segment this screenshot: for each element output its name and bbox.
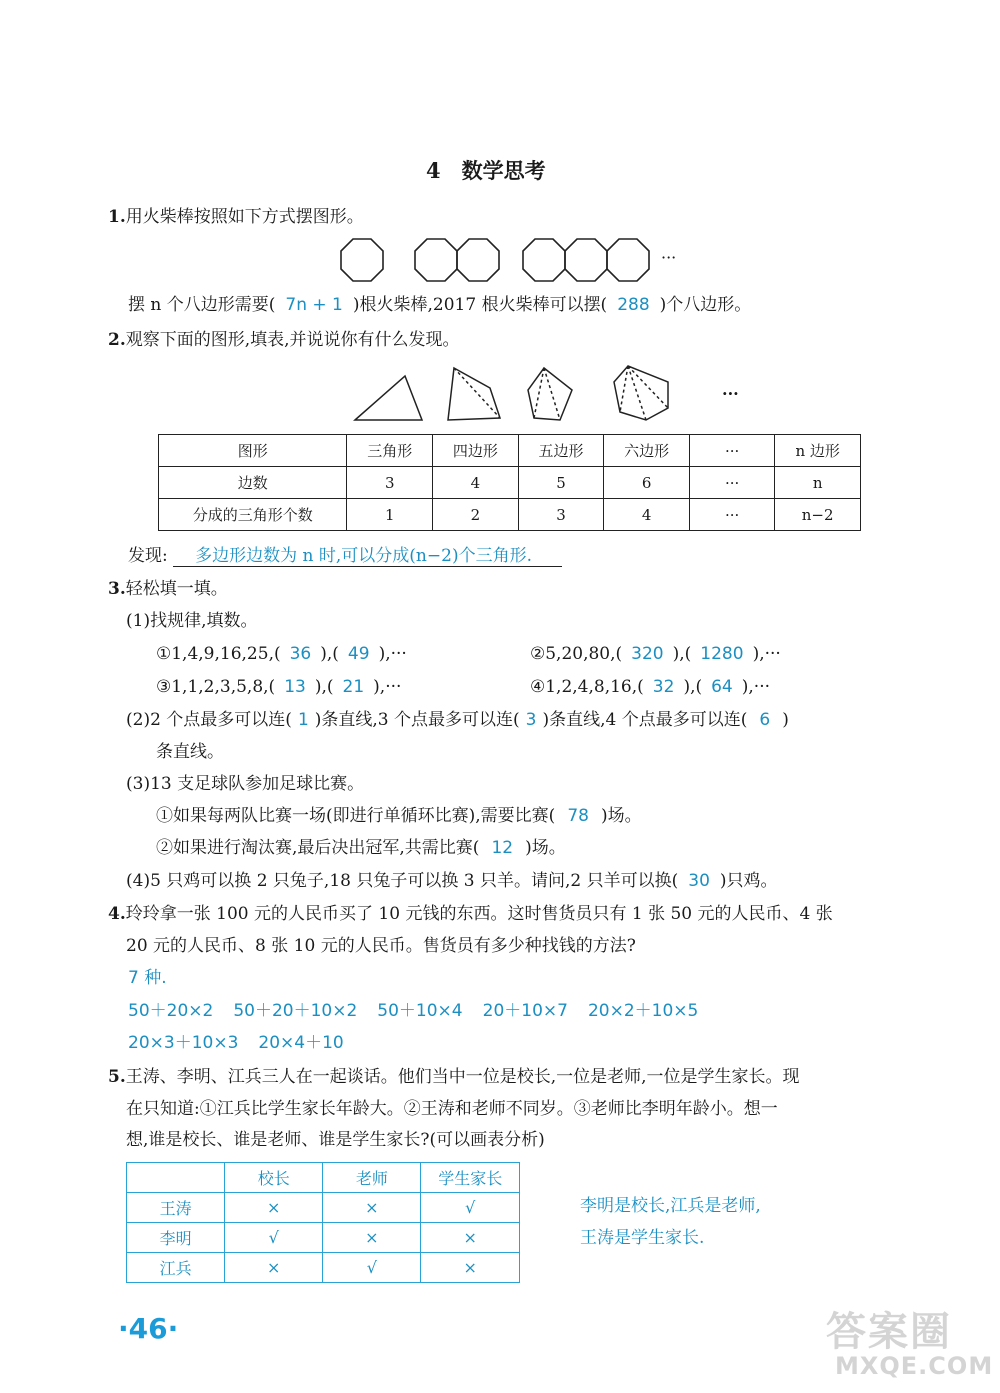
q3-p3-text: )场。 (600, 806, 642, 826)
q1-text-c: )个八边形。 (659, 295, 752, 315)
page-title: 4 数学思考 (426, 158, 546, 183)
seq-text: ①1,4,9,16,25,( (156, 644, 281, 664)
table-cell: × (421, 1253, 520, 1283)
q3-sequence-3 (156, 677, 401, 697)
q3-p2-answer: 3 (525, 710, 537, 730)
q5-number: 5. (108, 1067, 126, 1087)
q3-p3-answer: 12 (491, 838, 514, 858)
q4-line2: 20 元的人民币、8 张 10 元的人民币。售货员有多少种找钱的方法? (126, 936, 636, 956)
q3-p2-text: )条直线,3 个点最多可以连( (314, 710, 520, 730)
q3-sequence-2 (530, 644, 781, 664)
q2-finding-label: 发现: (128, 546, 168, 566)
q3-p2-answer: 1 (297, 710, 309, 730)
q3-p3-text: )场。 (525, 838, 566, 858)
seq-answer: 32 (652, 677, 675, 697)
table-header: 四边形 (433, 435, 519, 467)
q3-part2 (126, 710, 789, 730)
table-cell: 分成的三角形个数 (159, 499, 347, 531)
table-row (127, 1193, 520, 1223)
seq-text: ),··· (373, 677, 402, 697)
table-row (159, 499, 861, 531)
table-cell: √ (323, 1253, 421, 1283)
q4-prompt (108, 904, 833, 924)
table-row (127, 1163, 520, 1193)
method-item: 20×2＋10×5 (587, 1001, 699, 1021)
q2-text: 观察下面的图形,填表,并说说你有什么发现。 (125, 330, 460, 350)
q1-fill-line (128, 295, 751, 315)
q3-sequence-1 (156, 644, 407, 664)
octagon-figures (335, 236, 695, 286)
q2-number: 2. (108, 330, 126, 350)
table-row (159, 467, 861, 499)
seq-answer: 64 (711, 677, 733, 697)
table-cell: × (225, 1193, 323, 1223)
table-cell: ··· (689, 499, 774, 531)
table-cell: 6 (604, 467, 690, 499)
q3-p2-text: ) (782, 710, 789, 730)
seq-text: ②5,20,80,( (530, 644, 623, 664)
q3-p4-answer: 30 (688, 871, 710, 891)
q4-methods-row1 (128, 1001, 698, 1021)
method-item: 50＋20＋10×2 (233, 1001, 358, 1021)
table-header: n 边形 (775, 435, 861, 467)
seq-text: ),( (320, 644, 339, 664)
method-item: 50＋20×2 (128, 1001, 214, 1021)
octagon-6 (607, 239, 649, 281)
q3-p3-text: ②如果进行淘汰赛,最后决出冠军,共需比赛( (156, 838, 480, 858)
seq-text: ),··· (752, 644, 781, 664)
table-row (127, 1223, 520, 1253)
q5-table (126, 1162, 520, 1283)
table-header: 校长 (225, 1163, 323, 1193)
q1-text: 用火柴棒按照如下方式摆图形。 (125, 207, 364, 227)
watermark-logo: 答案圈 (826, 1309, 952, 1355)
octagon-3 (457, 239, 499, 281)
q4-answer-count: 7 种. (128, 968, 167, 988)
seq-answer: 21 (342, 677, 365, 697)
table-cell: 5 (518, 467, 604, 499)
seq-text: ③1,1,2,3,5,8,( (156, 677, 276, 697)
q2-finding-answer: 多边形边数为 n 时,可以分成(n−2)个三角形. (173, 546, 562, 567)
table-cell: n−2 (775, 499, 861, 531)
triangle-shape (355, 376, 422, 420)
q3-p4-text: (4)5 只鸡可以换 2 只兔子,18 只兔子可以换 3 只羊。请问,2 只羊可以换( (126, 871, 679, 891)
q4-line1: 玲玲拿一张 100 元的人民币买了 10 元钱的东西。这时售货员只有 1 张 50 元的人民币、4 张 (125, 904, 833, 924)
table-header: 图形 (159, 435, 347, 467)
seq-answer: 1280 (700, 644, 744, 664)
octagon-1 (341, 239, 383, 281)
table-header (127, 1163, 225, 1193)
table-cell: 4 (604, 499, 690, 531)
watermark-url: MXQE.COM (835, 1352, 994, 1380)
seq-answer: 36 (289, 644, 312, 664)
q3-prompt (108, 579, 228, 599)
q5-answer-line2: 王涛是学生家长. (580, 1228, 705, 1248)
hexagon-shape (614, 366, 668, 420)
q1-ellipsis: ··· (661, 248, 677, 267)
table-cell: × (421, 1223, 520, 1253)
page-number: ·46· (118, 1312, 179, 1345)
table-cell: 3 (347, 467, 433, 499)
table-cell: 江兵 (127, 1253, 225, 1283)
table-cell: √ (225, 1223, 323, 1253)
q3-p3-answer: 78 (567, 806, 589, 826)
q3-p2-text: (2)2 个点最多可以连( (126, 710, 292, 730)
table-cell: 2 (433, 499, 519, 531)
table-header: 老师 (323, 1163, 421, 1193)
q1-text-b: )根火柴棒,2017 根火柴棒可以摆( (352, 295, 608, 315)
q5-prompt (108, 1067, 800, 1087)
seq-text: ④1,2,4,8,16,( (530, 677, 644, 697)
polygon-figures (350, 360, 690, 426)
seq-text: ),··· (378, 644, 407, 664)
q3-text: 轻松填一填。 (125, 579, 228, 599)
pentagon-shape (528, 368, 572, 420)
octagon-5 (565, 239, 607, 281)
q3-part2-cont: 条直线。 (156, 742, 224, 762)
seq-text: ),( (683, 677, 703, 697)
q3-part4 (126, 871, 778, 891)
seq-text: ),··· (741, 677, 770, 697)
table-cell: 王涛 (127, 1193, 225, 1223)
seq-text: ),( (672, 644, 692, 664)
table-cell: 1 (347, 499, 433, 531)
table-cell: 边数 (159, 467, 347, 499)
q1-number: 1. (108, 207, 126, 227)
q3-part3-label: (3)13 支足球队参加足球比赛。 (126, 774, 365, 794)
method-item: 20＋10×7 (482, 1001, 568, 1021)
seq-text: ),( (314, 677, 334, 697)
quadrilateral-shape (448, 368, 500, 420)
q2-prompt (108, 330, 460, 350)
q4-methods-row2 (128, 1033, 344, 1053)
q1-prompt (108, 207, 364, 227)
seq-answer: 320 (631, 644, 664, 664)
method-item: 50＋10×4 (377, 1001, 463, 1021)
table-cell: 3 (518, 499, 604, 531)
table-cell: n (775, 467, 861, 499)
table-cell: 4 (433, 467, 519, 499)
q2-finding (128, 546, 562, 567)
q3-number: 3. (108, 579, 126, 599)
q5-line3: 想,谁是校长、谁是老师、谁是学生家长?(可以画表分析) (126, 1130, 545, 1150)
table-cell: × (323, 1193, 421, 1223)
table-header: 三角形 (347, 435, 433, 467)
table-cell: 李明 (127, 1223, 225, 1253)
octagon-2 (415, 239, 457, 281)
q5-line2: 在只知道:①江兵比学生家长年龄大。②王涛和老师不同岁。③老师比李明年龄小。想一 (126, 1099, 778, 1119)
method-item: 20×4＋10 (258, 1033, 344, 1053)
table-cell: ··· (689, 467, 774, 499)
q5-answer-line1: 李明是校长,江兵是老师, (580, 1196, 761, 1216)
q3-p3-text: ①如果每两队比赛一场(即进行单循环比赛),需要比赛( (156, 806, 556, 826)
q1-answer-2: 288 (617, 295, 650, 315)
seq-answer: 49 (347, 644, 370, 664)
q3-sequence-4 (530, 677, 770, 697)
q2-ellipsis: ··· (722, 384, 739, 403)
q3-part1-label: (1)找规律,填数。 (126, 611, 258, 631)
q3-part3-item1 (156, 806, 642, 826)
table-cell: × (323, 1223, 421, 1253)
q3-part3-item2 (156, 838, 566, 858)
q1-text-a: 摆 n 个八边形需要( (128, 295, 276, 315)
table-header: 六边形 (604, 435, 690, 467)
q3-p4-text: )只鸡。 (719, 871, 778, 891)
table-row (159, 435, 861, 467)
q1-answer-1: 7n + 1 (285, 295, 343, 315)
table-header: ··· (689, 435, 774, 467)
seq-answer: 13 (284, 677, 306, 697)
q4-number: 4. (108, 904, 126, 924)
method-item: 20×3＋10×3 (128, 1033, 239, 1053)
q3-p2-answer: 6 (759, 710, 771, 730)
table-header: 五边形 (518, 435, 604, 467)
table-cell: √ (421, 1193, 520, 1223)
octagon-4 (523, 239, 565, 281)
table-row (127, 1253, 520, 1283)
q2-table (158, 434, 861, 531)
q3-p2-text: )条直线,4 个点最多可以连( (542, 710, 748, 730)
q5-line1: 王涛、李明、江兵三人在一起谈话。他们当中一位是校长,一位是老师,一位是学生家长。现 (125, 1067, 800, 1087)
table-cell: × (225, 1253, 323, 1283)
table-header: 学生家长 (421, 1163, 520, 1193)
